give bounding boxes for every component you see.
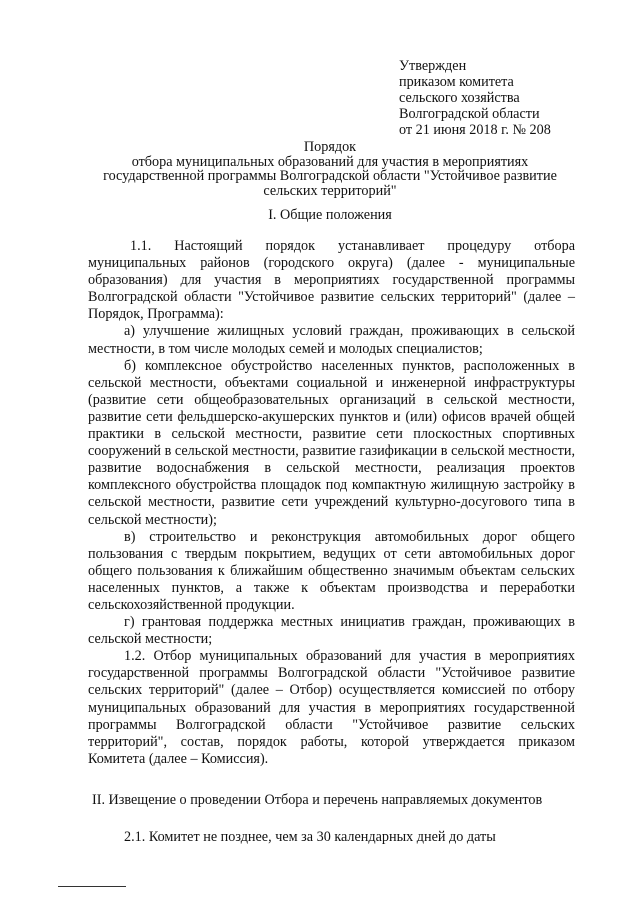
title-heading: Порядок	[303, 139, 357, 155]
list-item-a: а) улучшение жилищных условий граждан, проживающих в сельской местности, в том числе молодых семей и молодых специалистов;	[88, 323, 575, 357]
title-line: сельских территорий"	[263, 182, 397, 199]
list-item-b: б) комплексное обустройство населенных пунктов, расположенных в сельской местности, объектами социальной и инженерной инфраструктуры (развитие сети общеобразовательных организаций в сельской местности, развитие сети фельдшерско-акушерских пунктов и (или) офисов врачей общей практики в сельской местности, развитие сети плоскостных спортивных сооружений в сельской местности, развитие газификации в сельской местности, развитие водоснабжения в сельской местности, реализация проектов комплексного обустройства площадок под компактную жилищную застройку в сельской местности, развитие сети учреждений культурно-досугового типа в сельской местности);	[88, 357, 575, 528]
paragraph-2-1: 2.1. Комитет не позднее, чем за 30 календарных дней до даты	[124, 829, 496, 845]
title-line: отбора муниципальных образований для участия в мероприятиях	[131, 153, 529, 170]
paragraph-1-1: 1.1. Настоящий порядок устанавливает процедуру отбора муниципальных районов (городского округа) (далее - муниципальные образования) для участия в мероприятиях государственной программы Волгоградской области "Устойчивое развитие сельских территорий" (далее – Порядок, Программа):	[88, 238, 575, 323]
approval-line: приказом комитета	[399, 74, 514, 90]
approval-stamp	[399, 58, 599, 138]
approval-line: Волгоградской области	[399, 106, 540, 122]
title-line: государственной программы Волгоградской области "Устойчивое развитие	[103, 168, 557, 184]
section-1-heading: I. Общие положения	[268, 207, 392, 223]
section-1-body	[88, 238, 575, 768]
document-title	[85, 140, 575, 198]
approval-line: Утвержден	[399, 58, 467, 74]
paragraph-1-2: 1.2. Отбор муниципальных образований для участия в мероприятиях государственной программы Волгоградской области "Устойчивое развитие сельских территорий" (далее – Отбор) осуществляется комиссией по отбору муниципальных образований для участия в мероприятиях государственной программы Волгоградской области "Устойчивое развитие сельских территорий", состав, порядок работы, которой утверждается приказом Комитета (далее – Комиссия).	[88, 648, 575, 767]
footnote-divider	[58, 886, 126, 887]
section-2-heading: II. Извещение о проведении Отбора и перечень направляемых документов	[92, 792, 543, 808]
list-item-c: в) строительство и реконструкция автомобильных дорог общего пользования с твердым покрытием, ведущих от сети автомобильных дорог общего пользования к ближайшим общественно значимым объектам сельских населенных пунктов, а также к объектам производства и переработки сельскохозяйственной продукции.	[88, 528, 575, 613]
approval-date: от 21 июня 2018 г. № 208	[399, 122, 551, 138]
list-item-d: г) грантовая поддержка местных инициатив граждан, проживающих в сельской местности;	[88, 614, 575, 648]
approval-line: сельского хозяйства	[399, 90, 520, 106]
